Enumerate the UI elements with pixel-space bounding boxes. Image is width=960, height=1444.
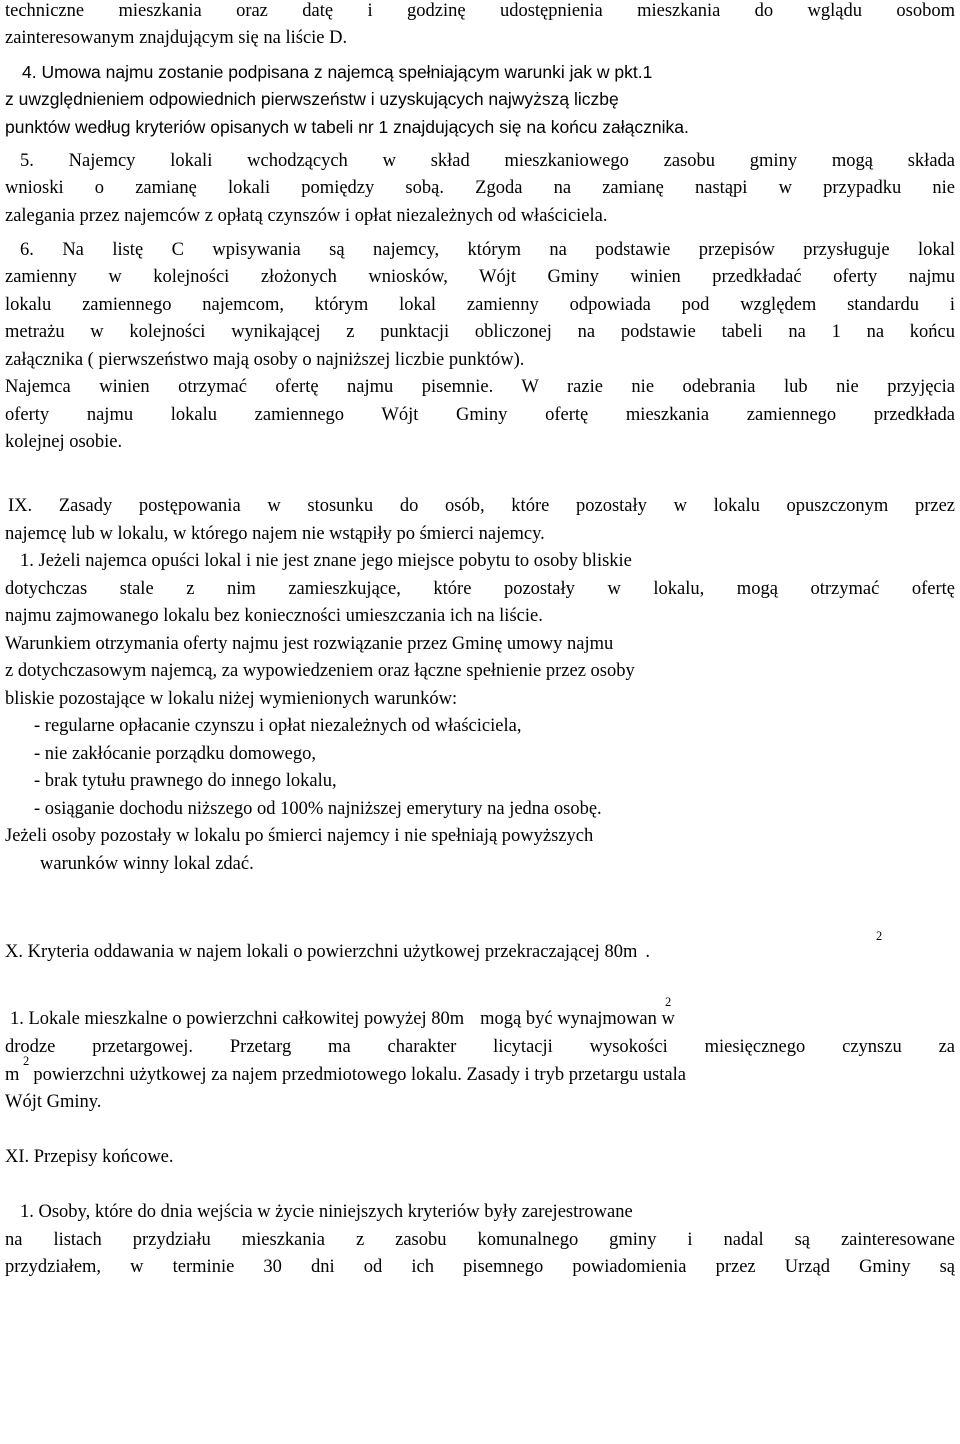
section-ix-line-6: bliskie pozostające w lokalu niżej wymienionych warunków: xyxy=(5,689,458,709)
section-ix-point-1-line-2: dotychczas stale z nim zamieszkujące, które pozostały w lokalu, mogą otrzymać ofertę xyxy=(5,579,955,599)
paragraph-6-line-2: zamienny w kolejności złożonych wniosków, Wójt Gminy winien przedkładać oferty najmu xyxy=(5,267,955,287)
condition-item-2: - nie zakłócanie porządku domowego, xyxy=(34,744,317,764)
paragraph-6-line-7: oferty najmu lokalu zamiennego Wójt Gminy ofertę mieszkania zamiennego przedkłada xyxy=(5,405,955,425)
section-x-point-1-line-4: Wójt Gminy. xyxy=(5,1092,102,1112)
paragraph-6-line-8: kolejnej osobie. xyxy=(5,432,123,452)
section-x-point-1-line-3 xyxy=(5,1054,955,1088)
paragraph-5-line-3: zalegania przez najemców z opłatą czynszów i opłat niezależnych od właściciela. xyxy=(5,206,608,226)
section-x-point-1-line-3-text: powierzchni użytkowej za najem przedmiotowego lokalu. Zasady i tryb przetargu ustala xyxy=(33,1065,686,1085)
paragraph-6-line-6: Najemca winien otrzymać ofertę najmu pisemnie. W razie nie odebrania lub nie przyjęcia xyxy=(5,377,955,397)
line-2: zainteresowanym znajdującym się na liście D. xyxy=(5,28,348,48)
paragraph-6-line-3: lokalu zamiennego najemcom, którym lokal zamienny odpowiada pod względem standardu i xyxy=(5,295,955,315)
section-x-point-1-line-3-sup: 2 xyxy=(23,1054,30,1068)
section-x-point-1-line-3-m: m xyxy=(5,1065,20,1085)
section-x-point-1-line-1 xyxy=(10,995,675,1032)
condition-item-4: - osiąganie dochodu niższego od 100% najniższej emerytury na jedna osobę. xyxy=(34,799,602,819)
section-x-heading xyxy=(5,929,883,965)
section-x-point-1-text-b: mogą być wynajmowan w xyxy=(480,1009,675,1029)
paragraph-4-line-1: 4. Umowa najmu zostanie podpisana z najemcą spełniającym warunki jak w pkt.1 xyxy=(22,62,653,82)
section-ix-point-1-line-1: 1. Jeżeli najemca opuści lokal i nie jest znane jego miejsce pobytu to osoby bliskie xyxy=(20,551,632,571)
paragraph-5-line-2: wnioski o zamianę lokali pomiędzy sobą. Zgoda na zamianę nastąpi w przypadku nie xyxy=(5,178,955,198)
condition-item-1: - regularne opłacanie czynszu i opłat niezależnych od właściciela, xyxy=(34,716,522,736)
section-ix-heading-line-2: najemcę lub w lokalu, w którego najem nie wstąpiły po śmierci najemcy. xyxy=(5,524,545,544)
section-x-heading-sup: 2 xyxy=(876,929,883,943)
section-x-point-1-sup: 2 xyxy=(665,995,672,1009)
condition-item-3: - brak tytułu prawnego do innego lokalu, xyxy=(34,771,337,791)
section-xi-point-1-line-3: przydziałem, w terminie 30 dni od ich pisemnego powiadomienia przez Urząd Gminy są xyxy=(5,1257,955,1277)
section-ix-line-5: z dotychczasowym najemcą, za wypowiedzeniem oraz łączne spełnienie przez osoby xyxy=(5,661,635,681)
section-ix-line-11: Jeżeli osoby pozostały w lokalu po śmierci najemcy i nie spełniają powyższych xyxy=(5,826,594,846)
section-ix-heading-line-1: IX. Zasady postępowania w stosunku do osób, które pozostały w lokalu opuszczonym przez xyxy=(8,496,955,516)
paragraph-6-line-1: 6. Na listę C wpisywania są najemcy, którym na podstawie przepisów przysługuje lokal xyxy=(20,240,955,260)
section-ix-line-4: Warunkiem otrzymania oferty najmu jest rozwiązanie przez Gminę umowy najmu xyxy=(5,634,614,654)
paragraph-4-line-2: z uwzględnieniem odpowiednich pierwszeństw i uzyskujących najwyższą liczbę xyxy=(5,89,619,109)
section-xi-point-1-line-2: na listach przydziału mieszkania z zasobu komunalnego gminy i nadal są zainteresowane xyxy=(5,1230,955,1250)
section-xi-heading: XI. Przepisy końcowe. xyxy=(5,1147,174,1167)
section-x-heading-end: . xyxy=(645,942,650,962)
paragraph-6-line-4: metrażu w kolejności wynikającej z punktacji obliczonej na podstawie tabeli na 1 na końcu xyxy=(5,322,955,342)
section-ix-point-1-line-3: najmu zajmowanego lokalu bez konieczności umieszczania ich na liście. xyxy=(5,606,543,626)
section-x-heading-text: X. Kryteria oddawania w najem lokali o powierzchni użytkowej przekraczającej 80m xyxy=(5,942,638,962)
paragraph-4-line-3: punktów według kryteriów opisanych w tabeli nr 1 znajdujących się na końcu załącznika. xyxy=(5,117,689,137)
line-1: techniczne mieszkania oraz datę i godzinę udostępnienia mieszkania do wglądu osobom xyxy=(5,1,955,21)
section-xi-point-1-line-1: 1. Osoby, które do dnia wejścia w życie niniejszych kryteriów były zarejestrowane xyxy=(20,1202,633,1222)
section-x-point-1-text-a: 1. Lokale mieszkalne o powierzchni całkowitej powyżej 80m xyxy=(10,1009,465,1029)
paragraph-6-line-5: załącznika ( pierwszeństwo mają osoby o najniższej liczbie punktów). xyxy=(5,350,525,370)
section-ix-line-12: warunków winny lokal zdać. xyxy=(40,854,254,874)
paragraph-5-line-1: 5. Najemcy lokali wchodzących w skład mieszkaniowego zasobu gminy mogą składa xyxy=(20,151,955,171)
section-x-point-1-line-2: drodze przetargowej. Przetarg ma charakter licytacji wysokości miesięcznego czynszu za xyxy=(5,1037,955,1057)
